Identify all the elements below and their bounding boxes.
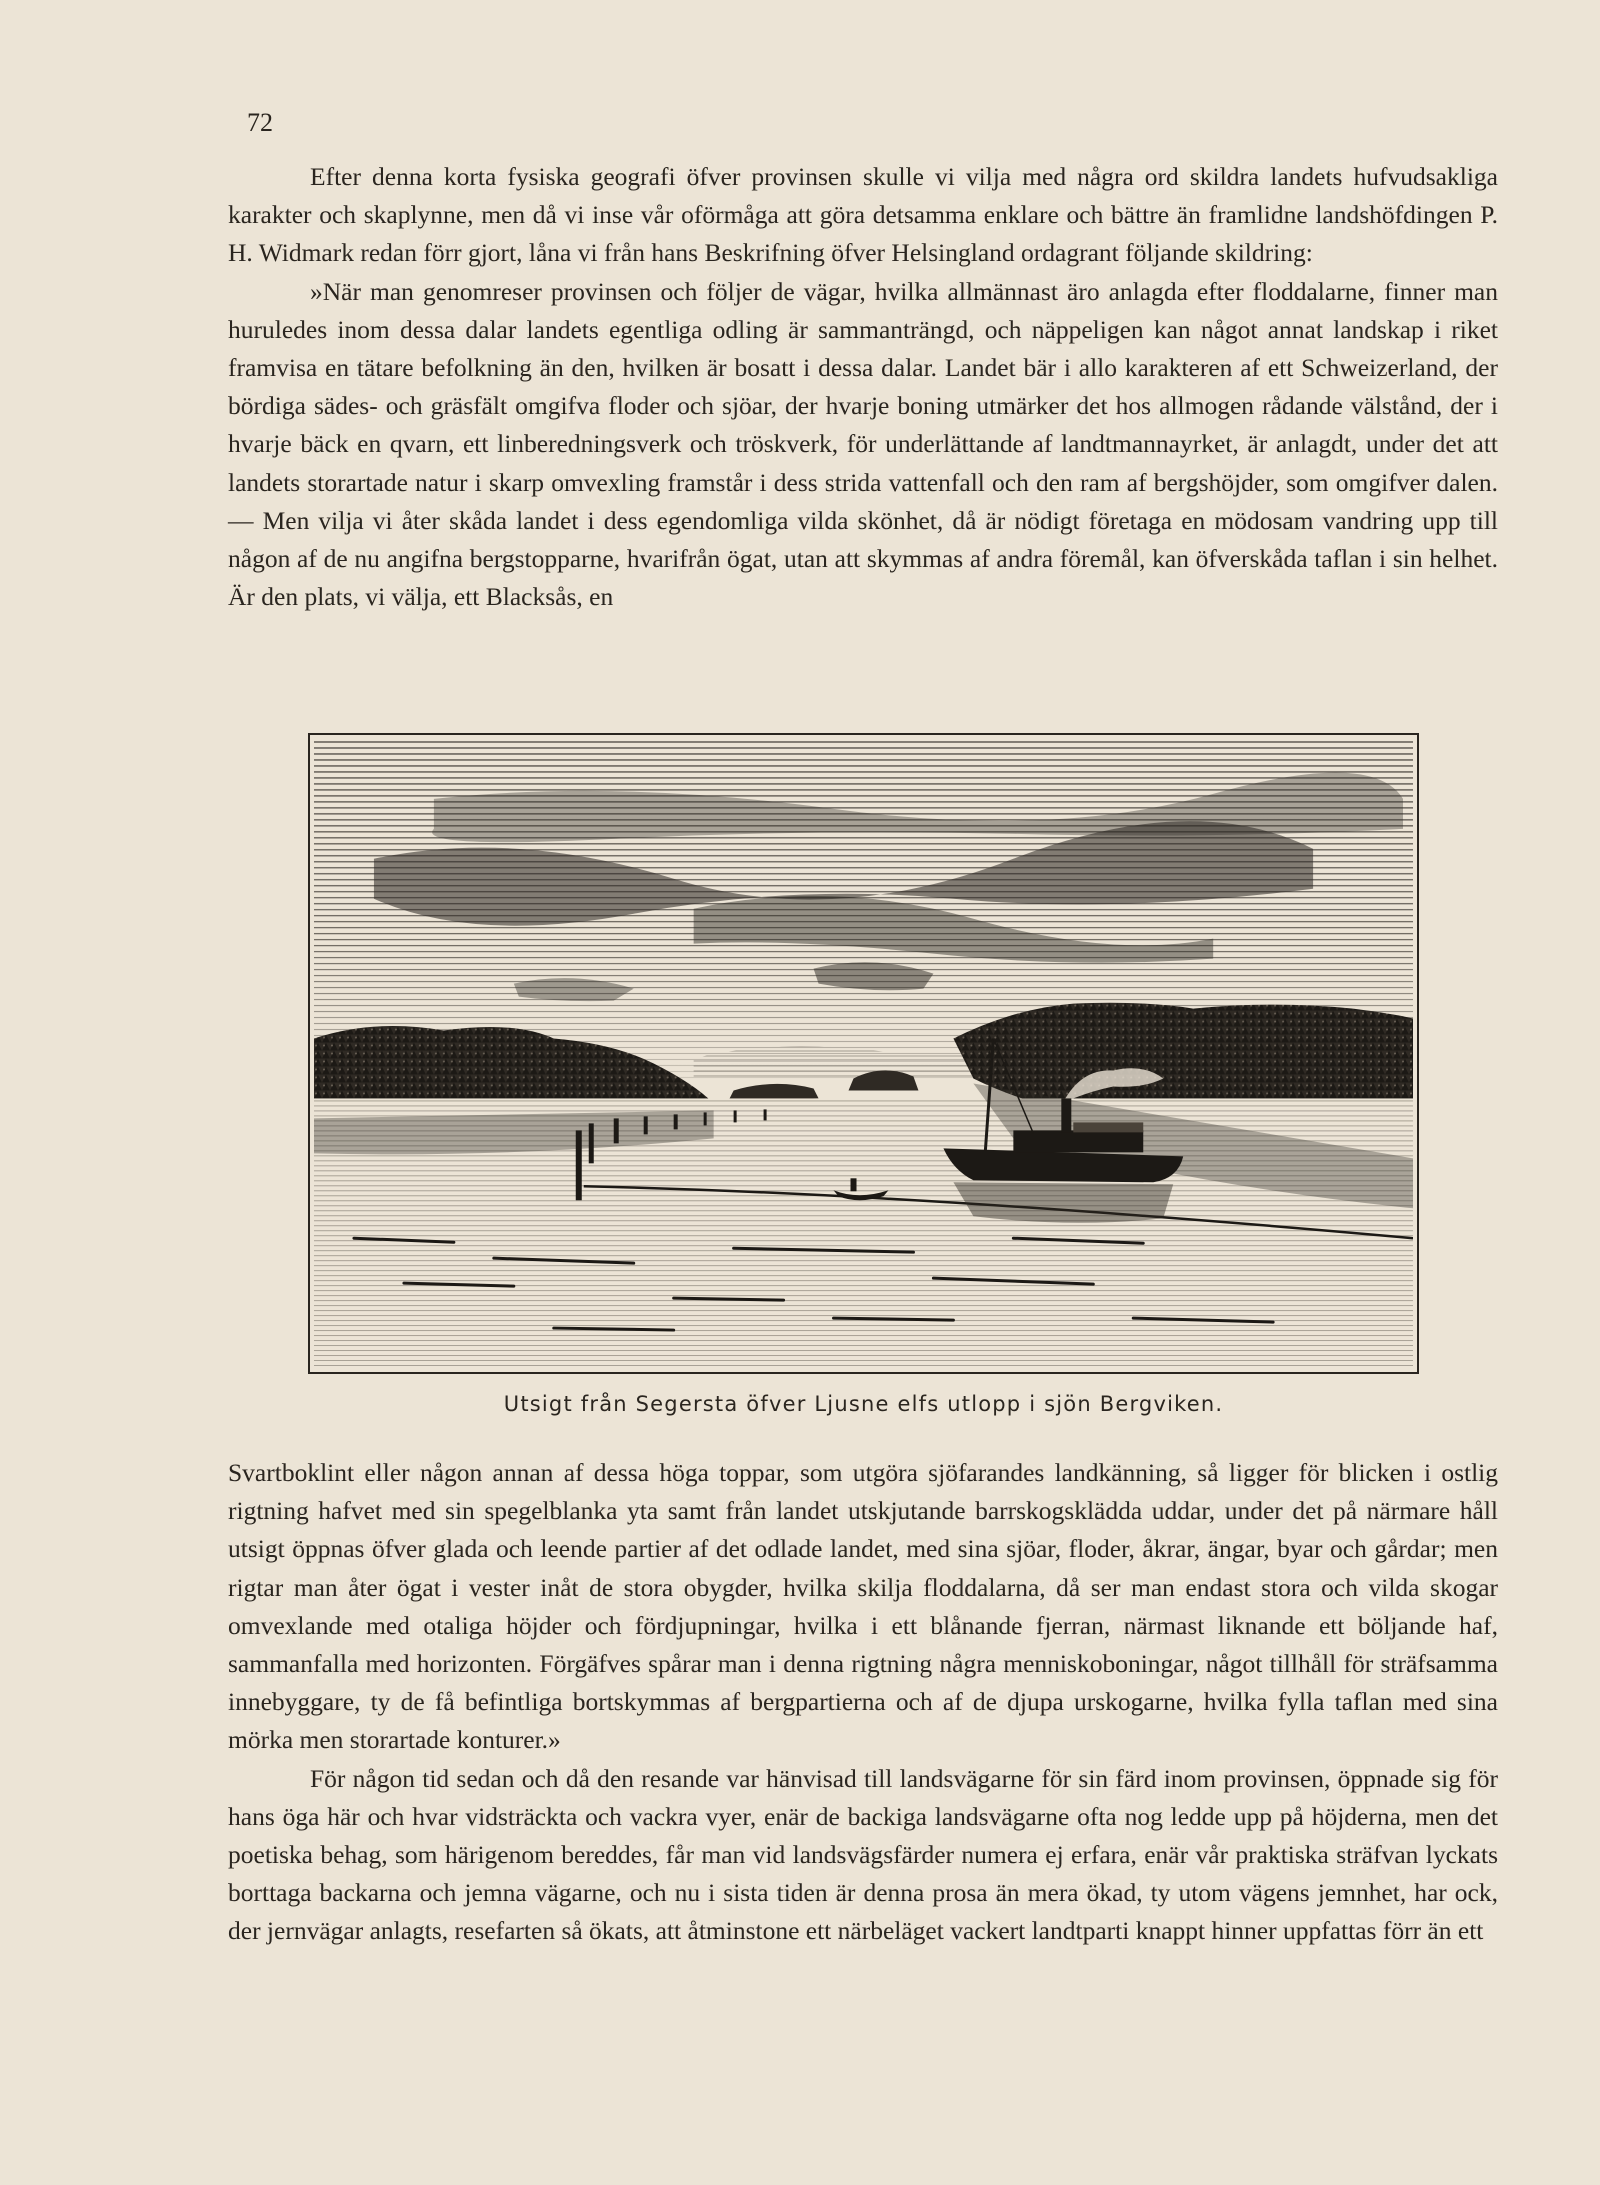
- paragraph: Efter denna korta fysiska geografi öfver provinsen skulle vi vilja med några ord skildra landets hufvudsakliga karakter och skaplynne, men då vi inse vår oförmåga att göra detsamma enklare och bättre än framlidne landshöfdingen P. H. Widmark redan förr gjort, låna vi från hans Beskrifning öfver Helsingland ordagrant följande skildring:: [228, 162, 1498, 268]
- text-block-top: [228, 158, 1498, 616]
- page-number: 72: [247, 108, 273, 137]
- paragraph: För någon tid sedan och då den resande var hänvisad till landsvägarne för sin färd inom provinsen, öppnade sig för hans öga här och hvar vidsträckta och vackra vyer, enär de backiga landsvägarne ofta nog ledde upp på höjderna, men det poetiska behag, som härigenom bereddes, får man vid landsvägsfärder numera ej erfara, enär vår praktiska sträfvan lyckats borttaga backarna och jemna vägarne, och nu i sista tiden är denna prosa än mera ökad, ty utom vägens jemnhet, har ock, der jernvägar anlagts, resefarten så ökats, att åtminstone ett närbeläget vackert landtparti knappt hinner uppfattas förr än ett: [228, 1763, 1498, 1946]
- engraving-illustration: [308, 733, 1419, 1374]
- illustration-caption: Utsigt från Segersta öfver Ljusne elfs utlopp i sjön Bergviken.: [503, 1392, 1224, 1416]
- landscape-engraving: [314, 739, 1413, 1368]
- paragraph: »När man genomreser provinsen och följer de vägar, hvilka allmännast äro anlagda efter floddalarne, finner man huruledes inom dessa dalar landets egentliga odling är sammanträngd, och näppeligen kan något annat landskap i riket framvisa en tätare befolkning än den, hvilken är bosatt i dessa dalar. Landet bär i allo karakteren af ett Schweizerland, der bördiga sädes- och gräsfält omgifva floder och sjöar, der hvarje boning utmärker det hos allmogen rådande välstånd, der i hvarje bäck en qvarn, ett linberedningsverk och tröskverk, för underlättande af landtmannayrket, är anlagdt, under det att landets storartade natur i skarp omvexling framstår i dess strida vattenfall och den ram af bergshöjder, som omgifver dalen. — Men vilja vi åter skåda landet i dess egendomliga vilda skönhet, då är nödigt företaga en mödosam vandring upp till någon af de nu angifna bergstopparne, hvarifrån ögat, utan att skymmas af andra föremål, kan öfverskåda taflan i sin helhet. Är den plats, vi välja, ett Blacksås, en: [228, 276, 1498, 612]
- paragraph: Svartboklint eller någon annan af dessa höga toppar, som utgöra sjöfarandes landkänning, så ligger för blicken i ostlig rigtning hafvet med sin spegelblanka yta samt från landet utskjutande barrskogsklädda uddar, under det på närmare håll utsigt öppnas öfver glada och leende partier af det odlade landet, med sina sjöar, floder, åkrar, ängar, byar och gårdar; men rigtar man åter ögat i vester inåt de stora obygder, hvilka skilja floddalarna, då ser man endast stora och vilda skogar omvexlande med otaliga höjder och fördjupningar, hvilka i ett blånande fjerran, närmast liknande ett böljande haf, sammanfalla med horizonten. Förgäfves spårar man i denna rigtning några menniskoboningar, något tillhåll för sträfsamma innebyggare, ty de få befintliga bortskymmas af bergpartierna och af de djupa urskogarne, hvilka fylla taflan med sina mörka men storartade konturer.»: [228, 1458, 1498, 1755]
- text-block-bottom: [228, 1454, 1498, 1951]
